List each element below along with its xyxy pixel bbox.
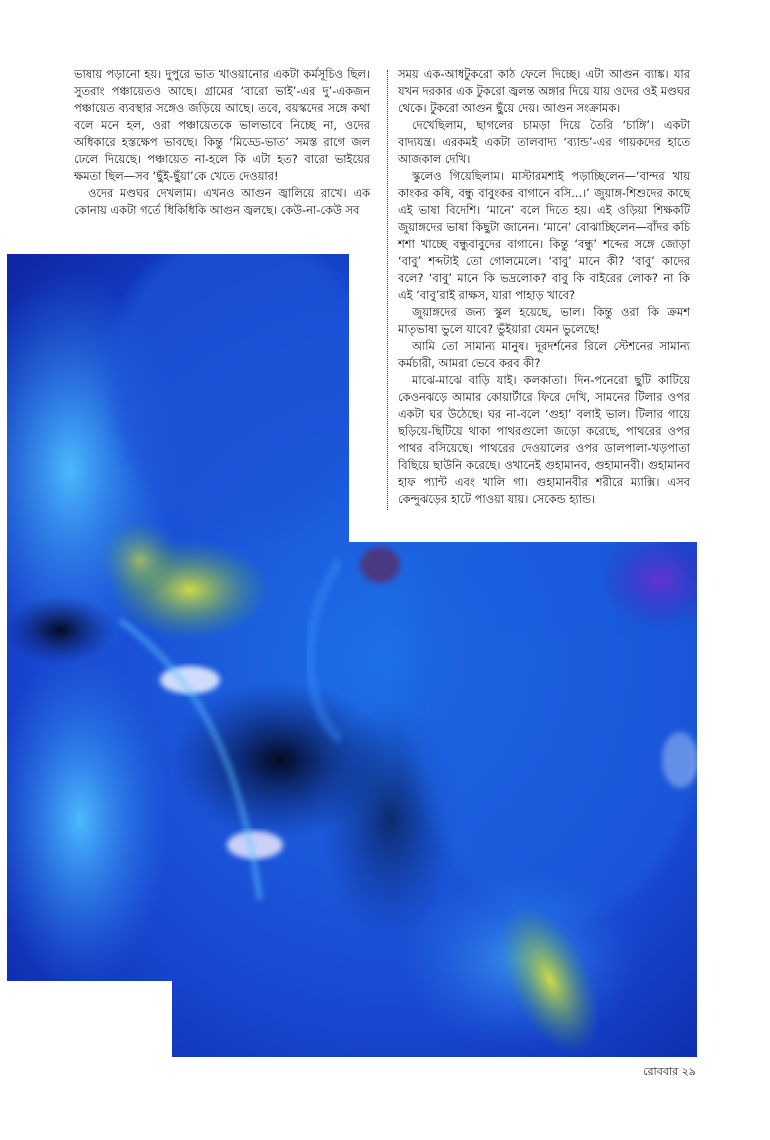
article-paragraph: স্কুলেও গিয়েছিলাম। মাস্টারমশাই পড়াচ্ছিলেন—‘বান্দর খায় কাংকর কষি, বন্ধু বাবুংকর বাগানে বসি...।’ জুয়াঙ্গ-শিশুদের কাছে এই ভাষা বিদেশি। ‘মানে’ বলে দিতে হয়। এই ওড়িয়া শিক্ষকটি জুয়াঙ্গদের ভাষা কিছুটা জানেন। ‘মানে’ বোঝাচ্ছিলেন—বাঁদর কচি শশা খাচ্ছে বন্ধুবাবুদের বাগানে। কিন্তু ‘বন্ধু’ শব্দের সঙ্গে জোড়া ‘বাবু’ শব্দটাই তো গোলমেলে। ‘বাবু’ মানে কী? ‘বাবু’ কাদের বলে? ‘বাবু’ মানে কি ভদ্রলোক? বাবু কি বাইরের লোক? না কি এই ‘বাবু’রাই রাক্ষস, যারা পাহাড় খাবে? (398, 169, 690, 302)
article-paragraph: দেখেছিলাম, ছাগলের চামড়া দিয়ে তৈরি ‘চাঙ্গি’। একটা বাদ্যযন্ত্র। এরকমই একটা তালবাদ্য ‘ব্যান্ড’-এর গায়কদের হাতে আজকাল দেখি। (398, 118, 690, 166)
article-paragraph: সময় এক-আধটুকরো কাঠ ফেলে দিচ্ছে। এটা আগুন ব্যাঙ্ক। যার যখন দরকার এক টুকরো জ্বলন্ত অঙ্গার দিয়ে যায় ওদের ওই মণ্ডঘর থেকে। টুকরো আগুন ছুঁয়ে দেয়। আগুন সংক্রামক। (398, 67, 690, 115)
article-paragraph: জুয়াঙ্গদের জন্য স্কুল হয়েছে, ভাল। কিন্তু ওরা কি ক্রমশ মাতৃভাষা ভুলে যাবে? ভুঁইয়ারা যেমন ভুলেছে! (398, 305, 690, 336)
page-number: ২৯ (681, 1065, 696, 1078)
article-paragraph: ওদের মণ্ডঘর দেখলাম। এখনও আগুন জ্বালিয়ে রাখে। এক কোনায় একটা গর্তে ধিকিধিকি আগুন জ্বলছে। কেউ-না-কেউ সব (74, 186, 370, 217)
page-footer (643, 1063, 696, 1082)
magazine-name: রোববার (643, 1065, 679, 1078)
article-paragraph: আমি তো সামান্য মানুষ। দূরদর্শনের রিলে স্টেশনের সামান্য কর্মচারী, আমরা ভেবে করব কী? (398, 339, 690, 370)
article-paragraph: ভাষায় পড়ানো হয়। দুপুরে ভাত খাওয়ানোর একটা কর্মসূচিও ছিল। সুতরাং পঞ্চায়েতও আছে। গ্রামের ‘বারো ভাই’-এর দু’-একজন পঞ্চায়েত ব্যবস্থার সঙ্গেও জড়িয়ে আছে। তবে, বয়স্কদের সঙ্গে কথা বলে মনে হল, ওরা পঞ্চায়েতকে ভালভাবে নিচ্ছে না, ওদের অধিকারে হস্তক্ষেপ ভাবছে। কিন্তু ‘মিড্ডে-ভাত’ সমস্ত রাগে জল ঢেলে দিয়েছে। পঞ্চায়েত না-হলে কি এটা হত? বারো ভাইয়ের ক্ষমতা ছিল—সব ‘ছুঁই-ছুঁয়া’কে খেতে দেওয়ার! (74, 67, 370, 183)
article-paragraph: মাঝে-মাঝে বাড়ি যাই। কলকাতা। দিন-পনেরো ছুটি কাটিয়ে কেওনঝড়ে আমার কোয়ার্টারে ফিরে দেখি, সামনের টিলার ওপর একটা ঘর উঠেছে। ঘর না-বলে ‘গুহা’ বলাই ভাল। টিলার গায়ে ছড়িয়ে-ছিটিয়ে থাকা পাথরগুলো জড়ো করেছে, পাথরের ওপর পাথর বসিয়েছে। পাথরের দেওয়ালের ওপর ডালপালা-খড়পাতা বিছিয়ে ছাউনি করেছে। ওখানেই গুহামানব, গুহামানবী। গুহামানব হাফ প্যান্ট এবং খালি গা। গুহামানবীর শরীরে ম্যাক্সি। এসব কেন্দুঝড়ের হাটে পাওয়া যায়। সেকেন্ড হ্যান্ড। (398, 373, 690, 506)
